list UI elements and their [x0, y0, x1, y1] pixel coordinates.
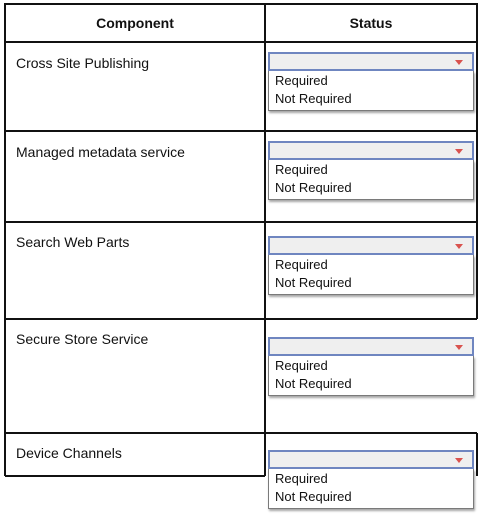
chevron-down-icon[interactable] [452, 145, 466, 157]
option-not-required[interactable]: Not Required [275, 180, 352, 195]
option-required[interactable]: Required [275, 257, 328, 272]
option-not-required[interactable]: Not Required [275, 489, 352, 504]
dropdown-select[interactable] [268, 236, 474, 255]
chevron-down-icon[interactable] [452, 240, 466, 252]
status-dropdown-search-web-parts[interactable] [268, 236, 474, 295]
component-device-channels: Device Channels [16, 445, 122, 461]
dropdown-select[interactable] [268, 141, 474, 160]
component-cross-site-publishing: Cross Site Publishing [16, 55, 150, 71]
dropdown-select[interactable] [268, 337, 474, 356]
status-dropdown-cross-site-publishing[interactable] [268, 52, 474, 111]
dropdown-options [268, 255, 474, 295]
option-not-required[interactable]: Not Required [275, 275, 352, 290]
option-required[interactable]: Required [275, 471, 328, 486]
option-required[interactable]: Required [275, 162, 328, 177]
dropdown-options [268, 71, 474, 111]
dropdown-options [268, 356, 474, 396]
dropdown-options [268, 160, 474, 200]
component-search-web-parts: Search Web Parts [16, 234, 130, 250]
chevron-down-icon[interactable] [452, 341, 466, 353]
header-component: Component [96, 15, 174, 31]
chevron-down-icon[interactable] [452, 454, 466, 466]
status-dropdown-managed-metadata-service[interactable] [268, 141, 474, 200]
dropdown-select[interactable] [268, 52, 474, 71]
dropdown-options [268, 469, 474, 509]
option-required[interactable]: Required [275, 358, 328, 373]
component-managed-metadata-service: Managed metadata service [16, 144, 185, 160]
component-secure-store-service: Secure Store Service [16, 331, 149, 347]
status-dropdown-secure-store-service[interactable] [268, 337, 474, 396]
option-required[interactable]: Required [275, 73, 328, 88]
option-not-required[interactable]: Not Required [275, 376, 352, 391]
dropdown-select[interactable] [268, 450, 474, 469]
chevron-down-icon[interactable] [452, 56, 466, 68]
header-status: Status [349, 15, 393, 31]
status-dropdown-device-channels[interactable] [268, 450, 474, 509]
option-not-required[interactable]: Not Required [275, 91, 352, 106]
